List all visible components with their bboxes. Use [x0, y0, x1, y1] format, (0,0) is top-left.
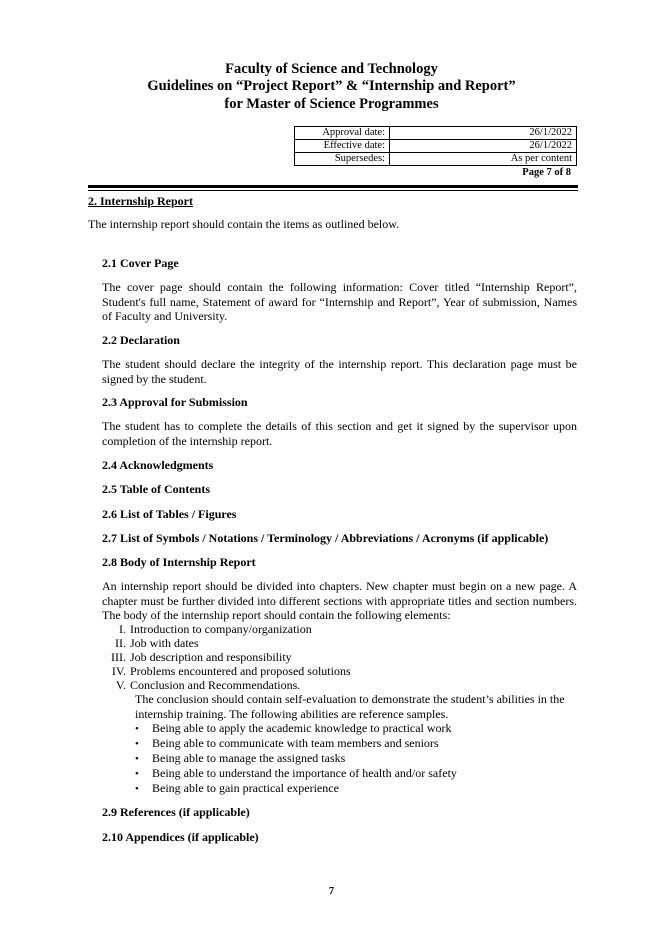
approval-date-label: Approval date: [295, 127, 390, 140]
supersedes-value: As per content [390, 153, 577, 166]
list-text: Conclusion and Recommendations. [130, 678, 301, 692]
list-text: Introduction to company/organization [130, 622, 312, 636]
heading-references: 2.9 References (if applicable) [102, 805, 250, 819]
list-item [135, 721, 452, 736]
bullet-text: Being able to gain practical experience [152, 781, 339, 795]
bullet-icon: • [135, 753, 139, 765]
list-text: Problems encountered and proposed solutions [130, 664, 351, 678]
approval-text: The student has to complete the details of this section and get it signed by the supervisor upon completion of the internship report. [102, 419, 577, 448]
page-indicator: Page 7 of 8 [522, 167, 571, 178]
heading-table-of-contents: 2.5 Table of Contents [102, 482, 211, 496]
heading-cover-page: 2.1 Cover Page [102, 256, 179, 270]
list-item [102, 650, 292, 664]
cover-page-text: The cover page should contain the following information: Cover titled “Internship Report”, Student's full name, Statement of award for “Internship and Report”, Year of submission, Names of Faculty and University. [102, 280, 577, 323]
effective-date-value: 26/1/2022 [390, 140, 577, 153]
header-programmes: for Master of Science Programmes [224, 96, 439, 112]
footer-page-number: 7 [328, 886, 335, 897]
heading-declaration: 2.2 Declaration [102, 333, 180, 347]
document-control-table [294, 126, 577, 166]
list-item [102, 636, 199, 650]
list-item [135, 781, 339, 796]
list-number: II. [115, 636, 126, 650]
table-row [295, 140, 577, 153]
table-row [295, 153, 577, 166]
heading-acknowledgments: 2.4 Acknowledgments [102, 458, 214, 472]
header-faculty: Faculty of Science and Technology [225, 61, 438, 77]
list-text: Job description and responsibility [130, 650, 292, 664]
table-row [295, 127, 577, 140]
bullet-icon: • [135, 738, 139, 750]
conclusion-text: The conclusion should contain self-evaluation to demonstrate the student’s abilities in the internship training. The following abilities are reference samples. [135, 692, 565, 721]
header-divider-thin [88, 190, 578, 191]
bullet-text: Being able to apply the academic knowledge to practical work [152, 721, 452, 735]
list-text: Job with dates [130, 636, 199, 650]
list-item [102, 678, 300, 692]
section-intro: The internship report should contain the items as outlined below. [88, 217, 400, 231]
list-item [135, 766, 457, 781]
supersedes-label: Supersedes: [295, 153, 390, 166]
bullet-text: Being able to manage the assigned tasks [152, 751, 346, 765]
heading-list-of-tables: 2.6 List of Tables / Figures [102, 507, 237, 521]
list-item [135, 736, 439, 751]
bullet-icon: • [135, 768, 139, 780]
header-divider-thick [88, 185, 578, 188]
declaration-text: The student should declare the integrity of the internship report. This declaration page must be signed by the student. [102, 357, 577, 386]
heading-approval: 2.3 Approval for Submission [102, 395, 248, 409]
bullet-icon: • [135, 723, 139, 735]
bullet-text: Being able to communicate with team members and seniors [152, 736, 439, 750]
heading-list-of-symbols: 2.7 List of Symbols / Notations / Terminology / Abbreviations / Acronyms (if applicable) [102, 531, 549, 545]
list-number: I. [119, 622, 126, 636]
approval-date-value: 26/1/2022 [390, 127, 577, 140]
effective-date-label: Effective date: [295, 140, 390, 153]
bullet-icon: • [135, 783, 139, 795]
list-number: III. [111, 650, 126, 664]
list-item [102, 664, 351, 678]
list-item [135, 751, 345, 766]
body-text: An internship report should be divided into chapters. New chapter must begin on a new page. A chapter must be further divided into different sections with appropriate titles and section numbers. The body of the internship report should contain the following elements: [102, 579, 577, 622]
bullet-text: Being able to understand the importance of health and/or safety [152, 766, 457, 780]
heading-body: 2.8 Body of Internship Report [102, 555, 256, 569]
list-item [102, 622, 312, 636]
section-title: 2. Internship Report [88, 194, 194, 208]
heading-appendices: 2.10 Appendices (if applicable) [102, 830, 259, 844]
list-number: IV. [111, 664, 126, 678]
header-guidelines: Guidelines on “Project Report” & “Internship and Report” [147, 78, 516, 94]
list-number: V. [115, 678, 126, 692]
